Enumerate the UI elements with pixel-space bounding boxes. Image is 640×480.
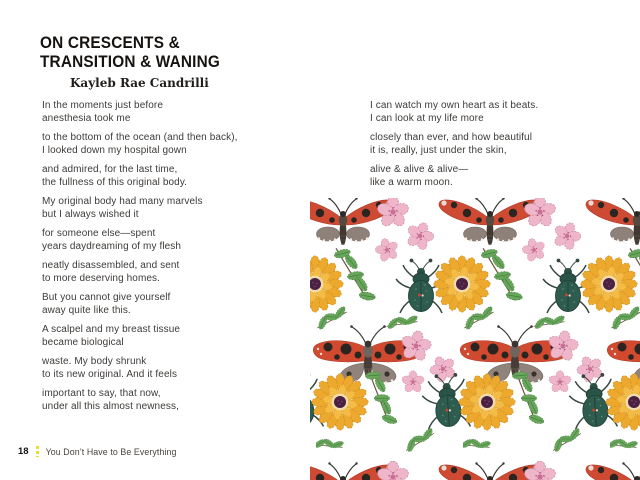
- poem-line: under all this almost newness,: [42, 401, 179, 412]
- pattern-illustration: [310, 198, 640, 480]
- poem-title-line1: ON CRESCENTS &: [40, 34, 180, 52]
- stanza: [42, 99, 277, 125]
- poem-line: the fullness of this original body.: [42, 177, 188, 188]
- stanza: [42, 195, 277, 221]
- poem-line: to the bottom of the ocean (and then back),: [42, 132, 238, 143]
- poem-line: I can watch my own heart as it beats.: [370, 100, 539, 111]
- poem-author: Kayleb Rae Candrilli: [70, 76, 209, 90]
- poem-line: I looked down my hospital gown: [42, 145, 187, 156]
- poem-line: anesthesia took me: [42, 113, 131, 124]
- poem-line: neatly disassembled, and sent: [42, 260, 180, 271]
- poem-line: to more deserving homes.: [42, 273, 161, 284]
- stanza: [42, 355, 277, 381]
- poem-line: and admired, for the last time,: [42, 164, 178, 175]
- poem-line: became biological: [42, 337, 124, 348]
- poem-column-left: [42, 99, 277, 419]
- poem-line: I can look at my life more: [370, 113, 484, 124]
- stanza: [42, 131, 277, 157]
- stanza: [42, 323, 277, 349]
- page-footer: [18, 446, 176, 457]
- stanza: [42, 291, 277, 317]
- yellow-dash-divider-icon: [36, 446, 39, 457]
- poem-line: it is, really, just under the skin,: [370, 145, 507, 156]
- stanza: [42, 387, 277, 413]
- poem-line: A scalpel and my breast tissue: [42, 324, 181, 335]
- poem-line: My original body had many marvels: [42, 196, 203, 207]
- stanza: [370, 163, 590, 189]
- poem-line: like a warm moon.: [370, 177, 453, 188]
- stanza: [42, 227, 277, 253]
- poem-line: But you cannot give yourself: [42, 292, 171, 303]
- poem-line: alive & alive & alive—: [370, 164, 469, 175]
- poem-line: years daydreaming of my flesh: [42, 241, 182, 252]
- poem-header: [40, 34, 234, 90]
- stanza: [42, 163, 277, 189]
- stanza: [370, 99, 590, 125]
- poem-line: away quite like this.: [42, 305, 131, 316]
- stanza: [370, 131, 590, 157]
- poem-line: waste. My body shrunk: [42, 356, 147, 367]
- poem-line: to its new original. And it feels: [42, 369, 178, 380]
- poem-line: for someone else—spent: [42, 228, 156, 239]
- poem-line: important to say, that now,: [42, 388, 161, 399]
- pattern-illustration-svg: [310, 198, 640, 480]
- poem-title: [40, 34, 220, 71]
- poem-line: closely than ever, and how beautiful: [370, 132, 533, 143]
- page-number: 18: [18, 446, 29, 457]
- poem-line: but I always wished it: [42, 209, 139, 220]
- poem-line: In the moments just before: [42, 100, 163, 111]
- book-title: You Don’t Have to Be Everything: [45, 446, 177, 457]
- poem-column-right: [370, 99, 590, 195]
- poem-title-line2: TRANSITION & WANING: [40, 52, 220, 71]
- stanza: [42, 259, 277, 285]
